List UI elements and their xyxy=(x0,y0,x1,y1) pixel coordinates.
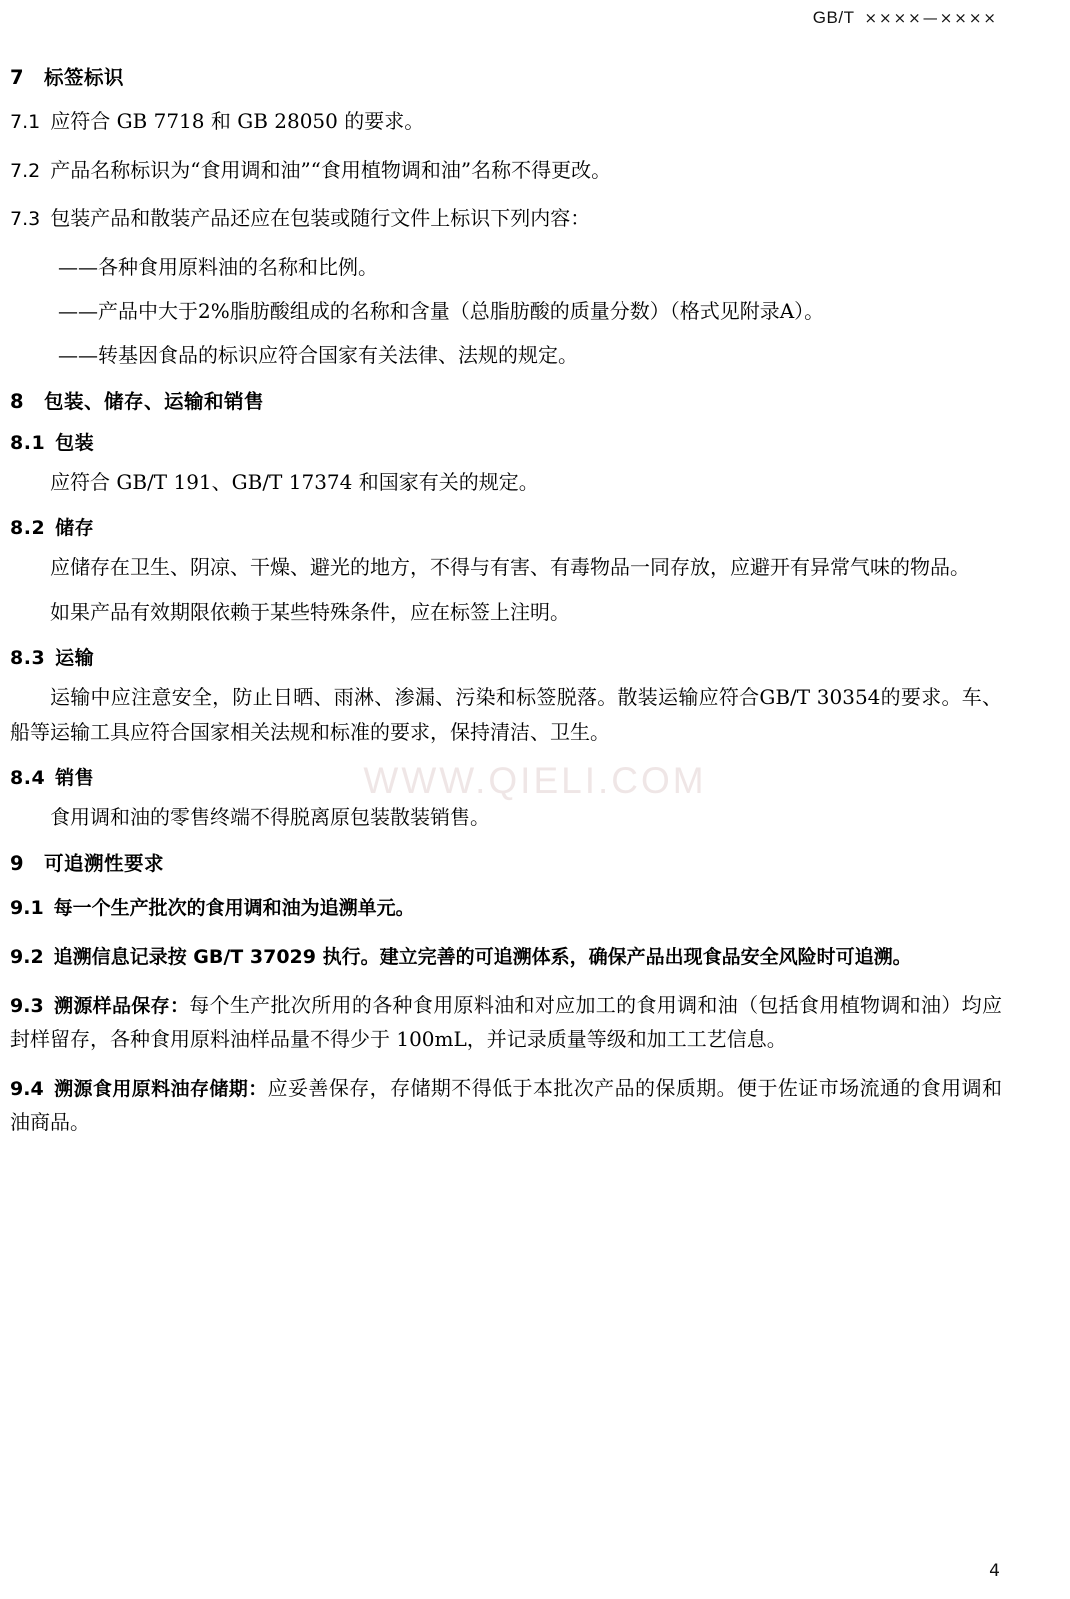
subsection-8-4-paragraph-1: 食用调和油的零售终端不得脱离原包装散装销售。 xyxy=(50,804,490,829)
section-number-7: 7 xyxy=(10,66,25,89)
subsection-8-2-title: 储存 xyxy=(55,517,95,540)
clause-7-1 xyxy=(10,104,1002,139)
clause-7-3-text: 包装产品和散装产品还应在包装或随行文件上标识下列内容： xyxy=(50,206,591,231)
subsection-8-4-label: 8.4 xyxy=(10,766,46,789)
subsection-8-1-label: 8.1 xyxy=(10,432,46,455)
clause-7-2-text: 产品名称标识为“食用调和油”“食用植物调和油”名称不得更改。 xyxy=(50,157,612,182)
page-number: 4 xyxy=(989,1561,1000,1581)
clause-9-4-bold-lead: 溯源食用原料油存储期： xyxy=(53,1077,268,1100)
clause-9-1 xyxy=(10,890,1002,925)
clause-9-4-text: 应妥善保存，存储期不得低于本批次产品的保质期。便于佐证市场流通的食用调和油商品。 xyxy=(10,1075,1002,1135)
clause-7-1-label: 7.1 xyxy=(10,111,41,133)
clause-7-2 xyxy=(10,153,1002,188)
section-number-9: 9 xyxy=(10,852,25,876)
subsection-8-2-paragraph-1: 应储存在卫生、阴凉、干燥、避光的地方，不得与有害、有毒物品一同存放，应避开有异常气味的物品。 xyxy=(50,555,970,580)
clause-9-3-text: 每个生产批次所用的各种食用原料油和对应加工的食用调和油（包括食用植物调和油）均应封样留存，各种食用原料油样品量不得少于 100mL，并记录质量等级和加工工艺信息。 xyxy=(10,992,1002,1052)
clause-7-2-label: 7.2 xyxy=(10,159,41,182)
clause-9-2-text: 追溯信息记录按 GB/T 37029 执行。建立完善的可追溯体系，确保产品出现食品安全风险时可追溯。 xyxy=(53,946,912,969)
watermark: WWW.QIELI.COM xyxy=(363,760,707,801)
clause-9-3-label: 9.3 xyxy=(10,994,44,1017)
page-header xyxy=(813,8,998,28)
header-standard-prefix: GB/T xyxy=(812,8,855,27)
subsection-8-1-title: 包装 xyxy=(55,432,95,455)
clause-7-3-label: 7.3 xyxy=(10,208,41,231)
dash-item-1: ——各种食用原料油的名称和比例。 xyxy=(58,255,378,280)
clause-9-2 xyxy=(10,939,1002,974)
clause-7-3 xyxy=(10,201,1002,236)
clause-9-1-label: 9.1 xyxy=(10,897,44,920)
dash-item-3: ——转基因食品的标识应符合国家有关法律、法规的规定。 xyxy=(58,343,578,368)
subsection-8-3-label: 8.3 xyxy=(10,647,46,670)
section-title-7: 标签标识 xyxy=(44,66,125,89)
subsection-heading-8-3 xyxy=(10,643,1002,670)
subsection-heading-8-4 xyxy=(10,763,1002,790)
clause-9-1-text: 每一个生产批次的食用调和油为追溯单元。 xyxy=(53,897,415,920)
clause-7-1-text: 应符合 GB 7718 和 GB 28050 的要求。 xyxy=(50,109,425,133)
section-heading-9 xyxy=(10,848,1002,876)
clause-9-4 xyxy=(10,1071,1002,1140)
subsection-8-2-label: 8.2 xyxy=(10,517,46,540)
clause-9-4-label: 9.4 xyxy=(10,1077,44,1100)
clause-9-3-bold-lead: 溯源样品保存： xyxy=(53,994,190,1017)
clause-9-2-label: 9.2 xyxy=(10,946,44,969)
subsection-heading-8-1 xyxy=(10,428,1002,455)
subsection-8-3-title: 运输 xyxy=(55,647,95,670)
subsection-heading-8-2 xyxy=(10,513,1002,540)
section-title-8: 包装、储存、运输和销售 xyxy=(44,390,265,414)
section-title-9: 可追溯性要求 xyxy=(44,852,165,876)
dash-item-2: ——产品中大于2%脂肪酸组成的名称和含量（总脂肪酸的质量分数）（格式见附录A）。 xyxy=(58,299,825,324)
subsection-8-3-paragraph-1: 运输中应注意安全，防止日晒、雨淋、渗漏、污染和标签脱落。散装运输应符合GB/T 30354的要求。车、船等运输工具应符合国家相关法规和标准的要求，保持清洁、卫生。 xyxy=(10,685,1002,744)
document-content xyxy=(0,48,1070,1154)
subsection-8-4-title: 销售 xyxy=(55,766,95,789)
header-standard-number: ××××—×××× xyxy=(864,9,998,27)
section-heading-7 xyxy=(10,62,1002,90)
section-number-8: 8 xyxy=(10,390,25,414)
clause-9-3 xyxy=(10,988,1002,1057)
subsection-8-1-paragraph-1: 应符合 GB/T 191、GB/T 17374 和国家有关的规定。 xyxy=(50,470,539,495)
subsection-8-2-paragraph-2: 如果产品有效期限依赖于某些特殊条件，应在标签上注明。 xyxy=(50,599,570,624)
section-heading-8 xyxy=(10,386,1002,414)
